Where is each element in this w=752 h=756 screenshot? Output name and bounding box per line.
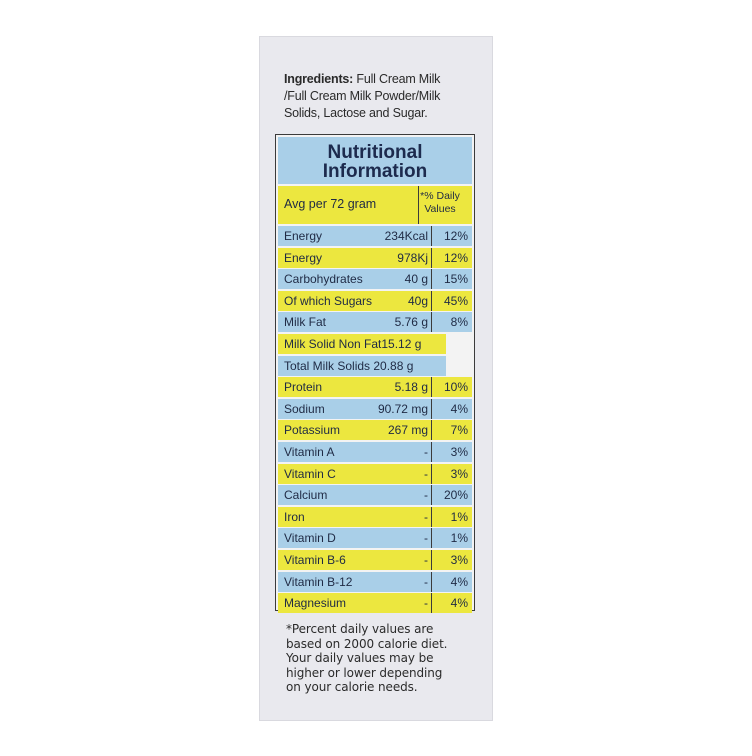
nutrient-name: Of which Sugars <box>284 293 373 308</box>
nutrient-name: Vitamin C <box>284 466 336 481</box>
nutrient-row <box>278 269 472 289</box>
nutrient-name: Energy <box>284 250 323 265</box>
nutrient-row <box>278 464 472 484</box>
column-divider <box>431 572 432 592</box>
footnote-line-4: higher or lower depending <box>286 665 443 680</box>
column-divider <box>431 291 432 311</box>
ingredients-line-1: Full Cream Milk <box>353 72 441 86</box>
nutrient-row <box>278 485 472 505</box>
column-divider <box>431 593 432 613</box>
nutrient-amount: - <box>424 488 428 503</box>
column-divider <box>431 420 432 440</box>
nutrient-daily-value: 3% <box>450 466 468 481</box>
nutrient-row <box>278 291 472 311</box>
nutrient-name: Potassium <box>284 423 341 438</box>
column-divider <box>431 377 432 397</box>
footnote-line-3: Your daily values may be <box>286 651 434 665</box>
column-divider <box>431 269 432 289</box>
nutrient-row <box>278 226 472 246</box>
column-divider <box>431 485 432 505</box>
nutrient-amount: 5.76 g <box>394 315 428 330</box>
nutrient-name: Energy <box>284 229 323 243</box>
daily-values-footnote <box>286 622 486 695</box>
nutrient-row <box>278 399 472 419</box>
nutrient-row <box>278 377 472 397</box>
nutrient-daily-value: 4% <box>450 596 468 611</box>
nutrient-amount: - <box>424 574 428 589</box>
serving-header-row <box>278 186 472 224</box>
nutrient-amount: 267 mg <box>387 423 428 438</box>
nutrient-daily-value: 8% <box>450 315 468 330</box>
column-divider <box>431 550 432 570</box>
nutrient-name: Vitamin D <box>284 531 336 546</box>
nutrient-amount: 90.72 mg <box>377 401 428 416</box>
column-divider <box>431 399 432 419</box>
nutrient-name: Vitamin B-6 <box>284 552 346 567</box>
title-line-1: Nutritional <box>327 142 423 163</box>
column-divider <box>431 528 432 548</box>
footnote-line-2: based on 2000 calorie diet. <box>286 636 448 651</box>
title-line-2: Information <box>322 161 428 182</box>
column-divider <box>431 312 432 332</box>
nutrient-daily-value: 7% <box>450 423 468 438</box>
ingredients-line-3: Solids, Lactose and Sugar. <box>284 106 428 120</box>
nutrient-daily-value: 3% <box>450 444 468 459</box>
nutrient-row <box>278 420 472 440</box>
nutrient-row <box>278 507 472 527</box>
nutrient-amount: - <box>424 444 428 459</box>
daily-values-header <box>412 190 468 216</box>
column-divider <box>431 464 432 484</box>
nutrient-row <box>278 248 472 268</box>
nutrient-row <box>278 572 472 592</box>
nutrient-row <box>278 550 472 570</box>
nutrient-row <box>278 593 472 613</box>
nutrient-daily-value: 4% <box>450 401 468 416</box>
nutrient-name: Calcium <box>284 488 328 503</box>
nutrient-amount: - <box>424 531 428 546</box>
nutrient-amount: 40g <box>407 293 428 308</box>
nutrient-name: Milk Fat <box>284 315 326 330</box>
ingredients-text <box>284 71 484 122</box>
nutrient-row <box>278 442 472 462</box>
nutrient-daily-value: 20% <box>443 488 468 503</box>
nutrient-name: Sodium <box>284 401 325 416</box>
nutrient-daily-value: 4% <box>450 574 468 589</box>
nutrient-daily-value: 12% <box>443 229 468 243</box>
nutrient-name: Milk Solid Non Fat15.12 g <box>284 336 422 351</box>
serving-size-label: Avg per 72 gram <box>284 197 377 211</box>
nutrient-amount: - <box>424 509 428 524</box>
nutrient-amount: - <box>424 466 428 481</box>
nutrient-row <box>278 334 446 354</box>
nutrient-daily-value: 45% <box>443 293 468 308</box>
nutrient-daily-value: 3% <box>450 552 468 567</box>
ingredients-heading: Ingredients: <box>284 72 354 86</box>
footnote-line-1: *Percent daily values are <box>286 622 434 636</box>
nutrient-amount: 978Kj <box>397 250 428 265</box>
daily-values-line-1: *% Daily <box>420 190 460 202</box>
nutrition-title <box>278 137 472 184</box>
nutrient-amount: - <box>424 596 428 611</box>
column-divider <box>431 442 432 462</box>
nutrient-daily-value: 10% <box>443 380 468 395</box>
nutrient-row <box>278 312 472 332</box>
nutrient-amount: 5.18 g <box>394 380 428 395</box>
column-divider <box>431 507 432 527</box>
nutrient-daily-value: 12% <box>443 250 468 265</box>
nutrient-row <box>278 528 472 548</box>
nutrient-name: Vitamin A <box>284 444 335 459</box>
column-divider <box>431 226 432 246</box>
column-divider <box>431 248 432 268</box>
ingredients-line-2: /Full Cream Milk Powder/Milk <box>284 89 441 103</box>
nutrient-amount: 40 g <box>404 272 428 287</box>
daily-values-line-2: Values <box>424 203 456 215</box>
nutrient-daily-value: 15% <box>443 272 468 287</box>
nutrient-name: Iron <box>284 509 305 524</box>
nutrient-amount: - <box>424 552 428 567</box>
nutrient-amount: 234Kcal <box>384 229 428 243</box>
nutrient-name: Total Milk Solids 20.88 g <box>284 358 414 373</box>
nutrient-name: Carbohydrates <box>284 272 363 287</box>
nutrient-row <box>278 356 446 376</box>
footnote-line-5: on your calorie needs. <box>286 680 418 694</box>
nutrient-rows <box>278 226 472 615</box>
nutrient-daily-value: 1% <box>450 509 468 524</box>
nutrient-name: Vitamin B-12 <box>284 574 353 589</box>
nutrient-name: Magnesium <box>284 596 347 611</box>
nutrient-name: Protein <box>284 380 323 395</box>
nutrient-daily-value: 1% <box>450 531 468 546</box>
